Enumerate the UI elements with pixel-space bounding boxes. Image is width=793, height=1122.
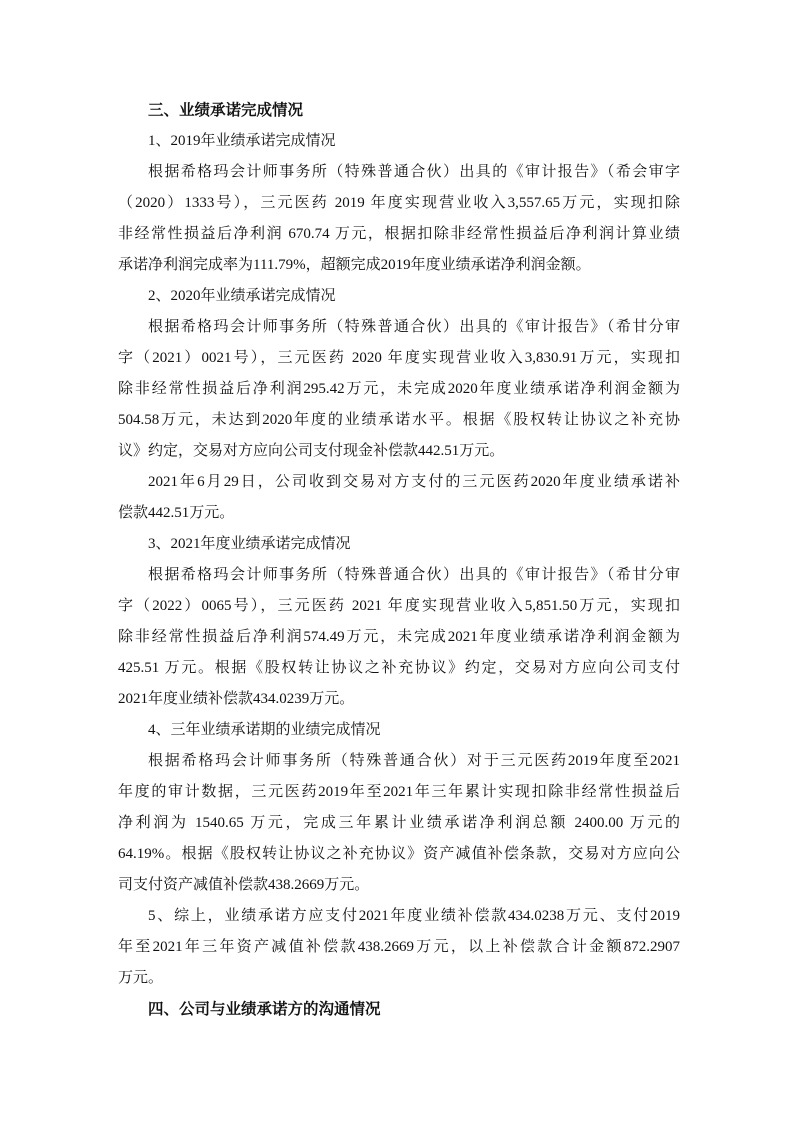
subsection-heading: 3、2021年度业绩承诺完成情况 — [148, 536, 351, 552]
paragraph-line: （2020）1333号），三元医药 2019 年度实现营业收入3,557.65万元，实现扣除 — [118, 195, 680, 211]
paragraph-line: 字（2022）0065号），三元医药 2021 年度实现营业收入5,851.50万元，实现扣 — [118, 598, 680, 614]
paragraph-line: 根据希格玛会计师事务所（特殊普通合伙）出具的《审计报告》（希会审字 — [148, 164, 680, 180]
paragraph-line: 425.51 万元。根据《股权转让协议之补充协议》约定，交易对方应向公司支付 — [118, 660, 680, 676]
paragraph-line: 非经常性损益后净利润 670.74 万元，根据扣除非经常性损益后净利润计算业绩 — [118, 226, 680, 242]
paragraph-line: 2021年6月29日，公司收到交易对方支付的三元医药2020年度业绩承诺补 — [148, 474, 680, 490]
paragraph-line: 504.58万元，未达到2020年度的业绩承诺水平。根据《股权转让协议之补充协 — [118, 412, 680, 428]
paragraph-line: 5、综上，业绩承诺方应支付2021年度业绩补偿款434.0238万元、支付2019 — [148, 908, 680, 924]
paragraph-line: 除非经常性损益后净利润295.42万元，未完成2020年度业绩承诺净利润金额为 — [118, 381, 680, 397]
paragraph-line: 议》约定，交易对方应向公司支付现金补偿款442.51万元。 — [118, 443, 505, 459]
paragraph-line: 偿款442.51万元。 — [118, 505, 235, 521]
paragraph-line: 64.19%。根据《股权转让协议之补充协议》资产减值补偿条款，交易对方应向公 — [118, 846, 680, 862]
paragraph-line: 根据希格玛会计师事务所（特殊普通合伙）出具的《审计报告》（希甘分审 — [148, 567, 680, 583]
paragraph-line: 年度的审计数据，三元医药2019年至2021年三年累计实现扣除非经常性损益后 — [118, 784, 680, 800]
paragraph-line: 万元。 — [118, 970, 164, 986]
subsection-heading: 1、2019年业绩承诺完成情况 — [148, 133, 336, 149]
paragraph-line: 年至2021年三年资产减值补偿款438.2669万元，以上补偿款合计金额872.2907 — [118, 939, 680, 955]
paragraph-line: 根据希格玛会计师事务所（特殊普通合伙）出具的《审计报告》（希甘分审 — [148, 319, 680, 335]
paragraph-line: 2021年度业绩补偿款434.0239万元。 — [118, 691, 355, 707]
section-heading: 三、业绩承诺完成情况 — [148, 102, 304, 119]
document-page — [118, 95, 680, 1025]
subsection-heading: 2、2020年业绩承诺完成情况 — [148, 288, 336, 304]
paragraph-line: 司支付资产减值补偿款438.2669万元。 — [118, 877, 370, 893]
paragraph-line: 承诺净利润完成率为111.79%，超额完成2019年度业绩承诺净利润金额。 — [118, 257, 591, 273]
section-heading: 四、公司与业绩承诺方的沟通情况 — [148, 1001, 381, 1018]
subsection-heading: 4、三年业绩承诺期的业绩完成情况 — [148, 722, 381, 738]
paragraph-line: 除非经常性损益后净利润574.49万元，未完成2021年度业绩承诺净利润金额为 — [118, 629, 680, 645]
paragraph-line: 字（2021）0021号），三元医药 2020 年度实现营业收入3,830.91万元，实现扣 — [118, 350, 680, 366]
paragraph-line: 净利润为 1540.65 万元，完成三年累计业绩承诺净利润总额 2400.00 万元的 — [118, 815, 680, 831]
paragraph-line: 根据希格玛会计师事务所（特殊普通合伙）对于三元医药2019年度至2021 — [148, 753, 680, 769]
